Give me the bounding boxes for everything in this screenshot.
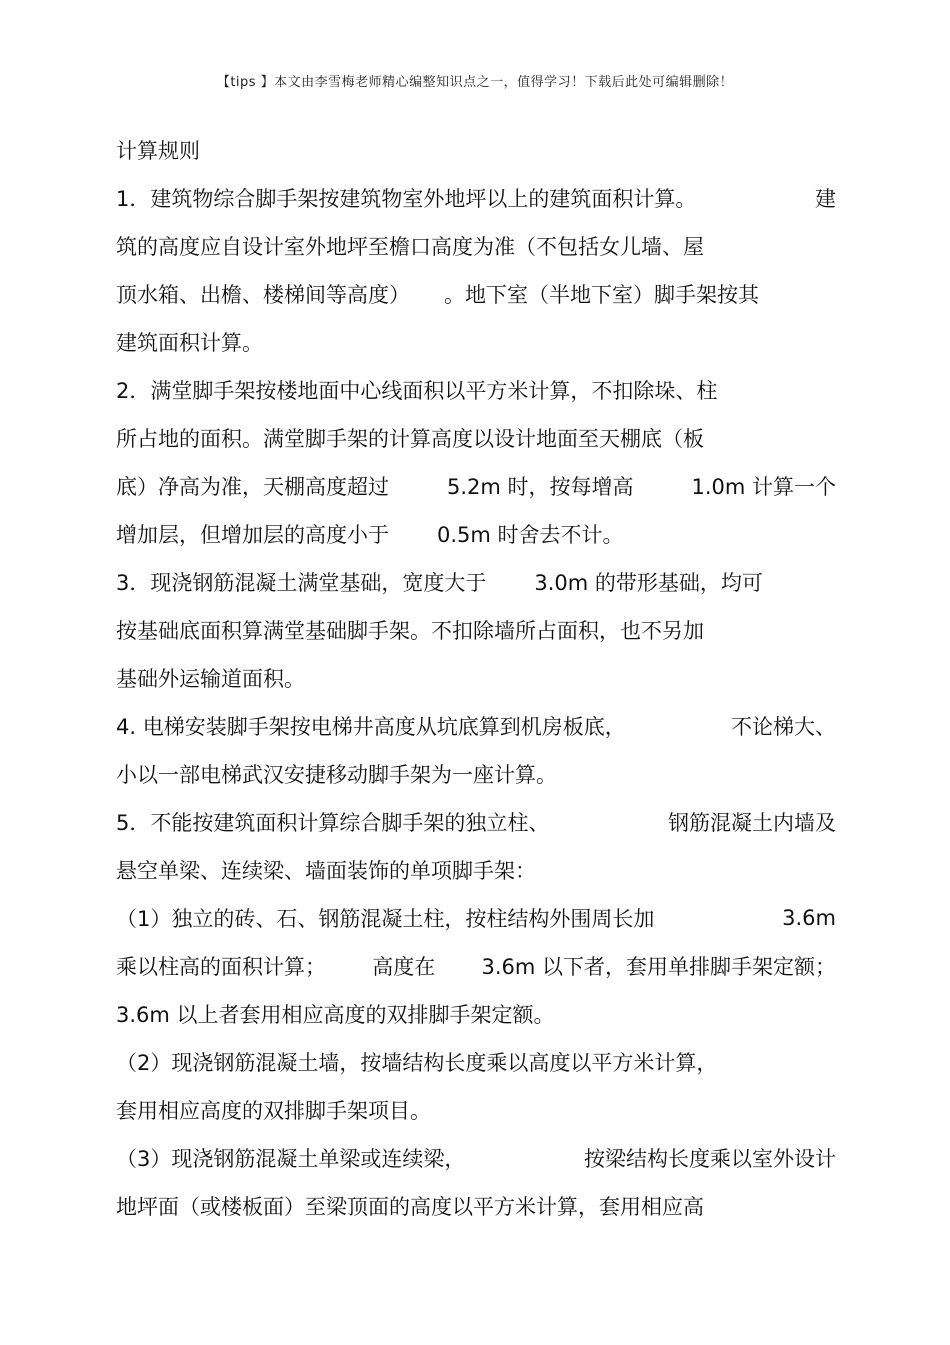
text-segment: 3．现浇钢筋混凝土满堂基础，宽度大于 <box>116 571 487 595</box>
text-line <box>116 366 836 414</box>
text-line <box>116 1182 836 1230</box>
text-line <box>116 174 836 222</box>
text-segment: 3.6m 以上者套用相应高度的双排脚手架定额。 <box>116 1003 555 1027</box>
text-segment: 钢筋混凝土内墙及 <box>668 811 836 835</box>
text-line <box>116 750 836 798</box>
text-line <box>116 990 836 1038</box>
text-line <box>116 846 836 894</box>
text-segment: 1．建筑物综合脚手架按建筑物室外地坪以上的建筑面积计算。 <box>116 187 697 211</box>
text-segment: 按梁结构长度乘以室外设计 <box>584 1147 836 1171</box>
text-line <box>116 1134 836 1182</box>
text-segment: 计算规则 <box>116 139 200 163</box>
text-segment: （1）独立的砖、石、钢筋混凝土柱，按柱结构外围周长加 <box>116 907 655 931</box>
text-segment: 底）净高为准，天棚高度超过 <box>116 475 389 499</box>
document-body <box>116 126 836 1230</box>
text-segment: 3.0m 的带形基础，均可 <box>534 571 763 595</box>
text-segment: 不论梯大、 <box>731 715 836 739</box>
text-segment: 0.5m 时舍去不计。 <box>437 523 624 547</box>
text-line <box>116 222 836 270</box>
text-line <box>116 798 836 846</box>
text-line <box>116 270 836 318</box>
text-segment: 3.6m <box>782 906 836 930</box>
text-segment: 4. 电梯安装脚手架按电梯井高度从坑底算到机房板底， <box>116 715 626 739</box>
text-segment: 3.6m 以下者，套用单排脚手架定额； <box>481 955 836 979</box>
text-segment: 套用相应高度的双排脚手架项目。 <box>116 1099 431 1123</box>
text-segment: （2）现浇钢筋混凝土墙，按墙结构长度乘以高度以平方米计算， <box>116 1051 718 1075</box>
text-line <box>116 942 836 990</box>
text-segment: 1.0m 计算一个 <box>691 475 836 499</box>
text-line <box>116 702 836 750</box>
text-segment: 筑的高度应自设计室外地坪至檐口高度为准（不包括女儿墙、屋 <box>116 235 704 259</box>
text-line <box>116 1086 836 1134</box>
text-line <box>116 318 836 366</box>
text-segment: 悬空单梁、连续梁、墙面装饰的单项脚手架： <box>116 859 536 883</box>
text-segment: 地坪面（或楼板面）至梁顶面的高度以平方米计算，套用相应高 <box>116 1195 704 1219</box>
section-title <box>116 126 836 174</box>
text-segment: 5．不能按建筑面积计算综合脚手架的独立柱、 <box>116 811 550 835</box>
text-segment: 按基础底面积算满堂基础脚手架。不扣除墙所占面积，也不另加 <box>116 619 704 643</box>
text-segment: 高度在 <box>372 955 436 979</box>
text-segment: 基础外运输道面积。 <box>116 667 305 691</box>
text-segment: 建筑面积计算。 <box>116 331 263 355</box>
text-segment: （3）现浇钢筋混凝土单梁或连续梁， <box>116 1147 466 1171</box>
text-segment: 。地下室（半地下室）脚手架按其 <box>444 283 759 307</box>
text-segment: 顶水箱、出檐、楼梯间等高度） <box>116 283 410 307</box>
text-line <box>116 654 836 702</box>
text-line <box>116 462 836 510</box>
text-segment: 增加层，但增加层的高度小于 <box>116 523 389 547</box>
text-line <box>116 1038 836 1086</box>
text-segment: 建 <box>815 187 836 211</box>
text-line <box>116 558 836 606</box>
text-segment: 2．满堂脚手架按楼地面中心线面积以平方米计算，不扣除垛、柱 <box>116 379 718 403</box>
text-line <box>116 894 836 942</box>
text-segment: 小以一部电梯武汉安捷移动脚手架为一座计算。 <box>116 763 557 787</box>
text-line <box>116 510 836 558</box>
header-note: 【tips 】本文由李雪梅老师精心编整知识点之一，值得学习！下载后此处可编辑删除！ <box>216 75 734 90</box>
text-line <box>116 414 836 462</box>
text-segment: 乘以柱高的面积计算； <box>116 955 326 979</box>
text-segment: 5.2m 时，按每增高 <box>446 475 634 499</box>
text-segment: 所占地的面积。满堂脚手架的计算高度以设计地面至天棚底（板 <box>116 427 704 451</box>
text-line <box>116 606 836 654</box>
